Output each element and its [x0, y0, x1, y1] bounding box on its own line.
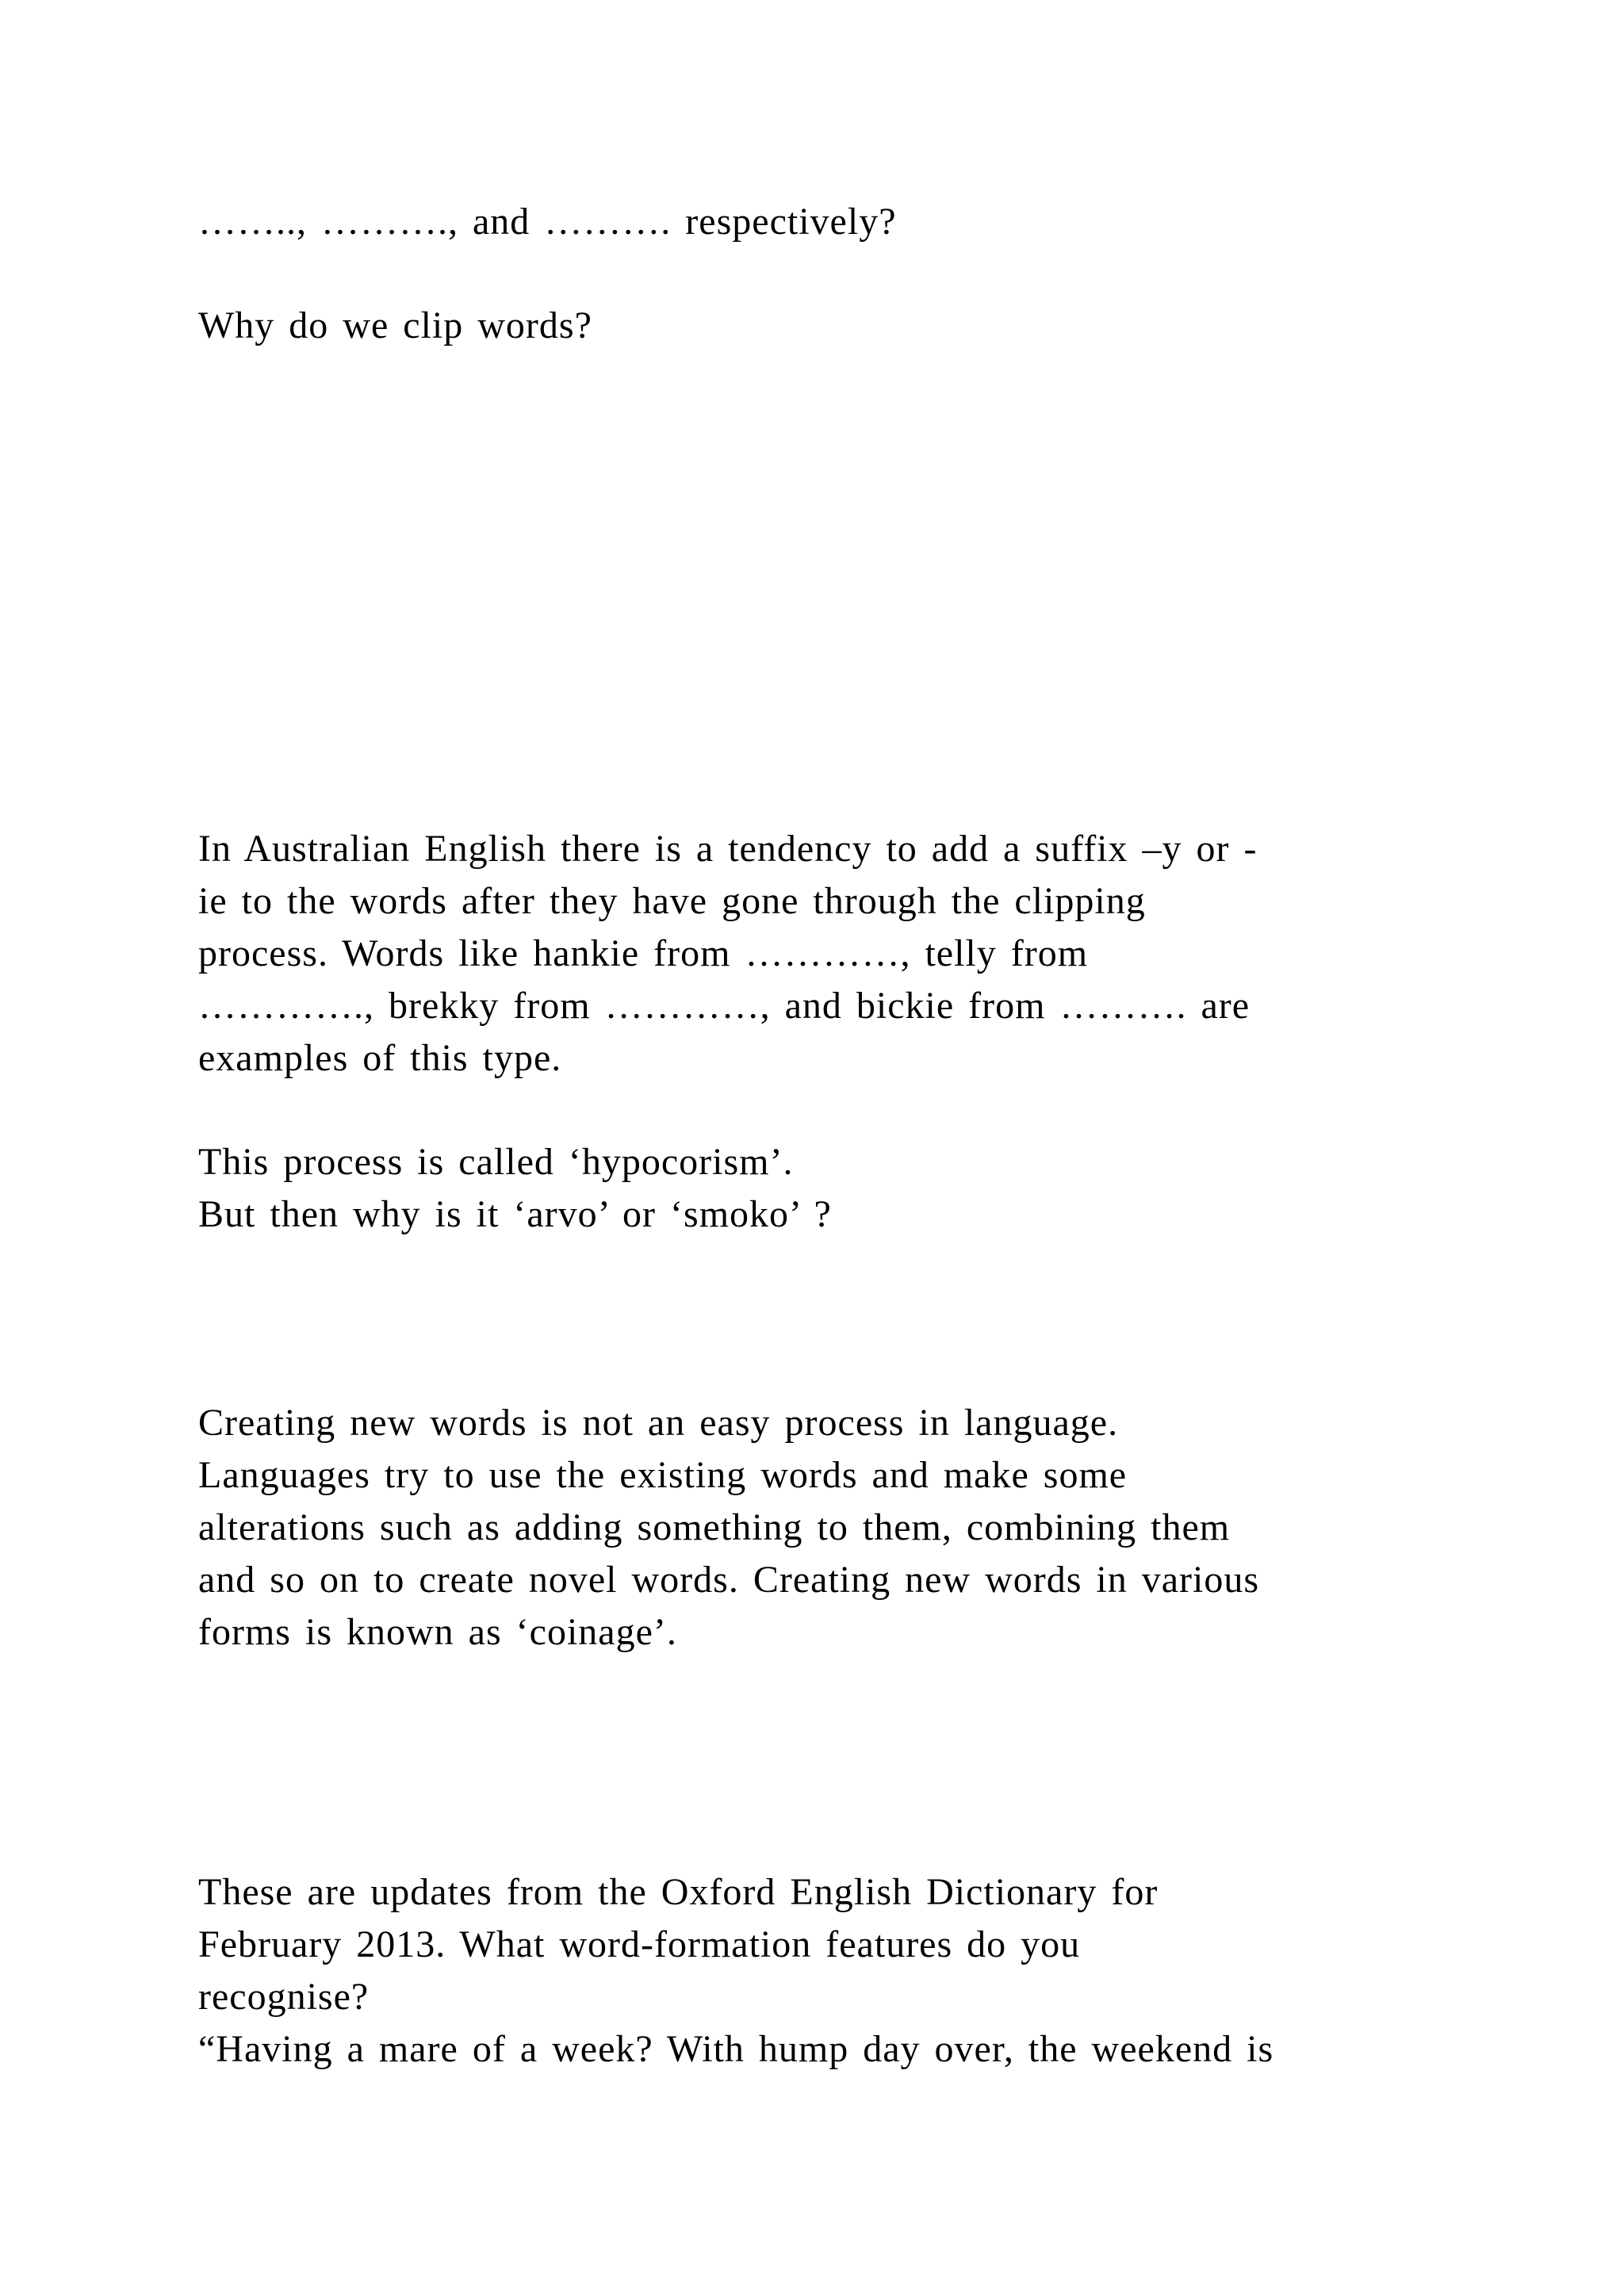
text-line: February 2013. What word-formation features do you [198, 1923, 1081, 1965]
text-line: examples of this type. [198, 1037, 562, 1079]
text-line: Creating new words is not an easy process in language. [198, 1402, 1119, 1444]
text-line: alterations such as adding something to them, combining them [198, 1506, 1231, 1548]
text-line: process. Words like hankie from …………, telly from [198, 932, 1089, 974]
text-line: and so on to create novel words. Creating new words in various [198, 1559, 1260, 1601]
text-line: “Having a mare of a week? With hump day over, the weekend is [198, 2028, 1274, 2070]
text-line: But then why is it ‘arvo’ or ‘smoko’ ? [198, 1193, 832, 1235]
text-line: Why do we clip words? [198, 304, 592, 346]
text-line: ie to the words after they have gone through the clipping [198, 880, 1146, 922]
text-line: …………., brekky from …………, and bickie from ………. are [198, 985, 1251, 1027]
text-line: Languages try to use the existing words and make some [198, 1454, 1128, 1496]
text-line: These are updates from the Oxford English Dictionary for [198, 1871, 1159, 1913]
text-line: This process is called ‘hypocorism’. [198, 1141, 794, 1183]
text-line: In Australian English there is a tendency to add a suffix –y or - [198, 828, 1258, 870]
text-line: recognise? [198, 1976, 370, 2018]
text-line: …….., ………., and ………. respectively? [198, 201, 897, 243]
text-line: forms is known as ‘coinage’. [198, 1611, 677, 1653]
